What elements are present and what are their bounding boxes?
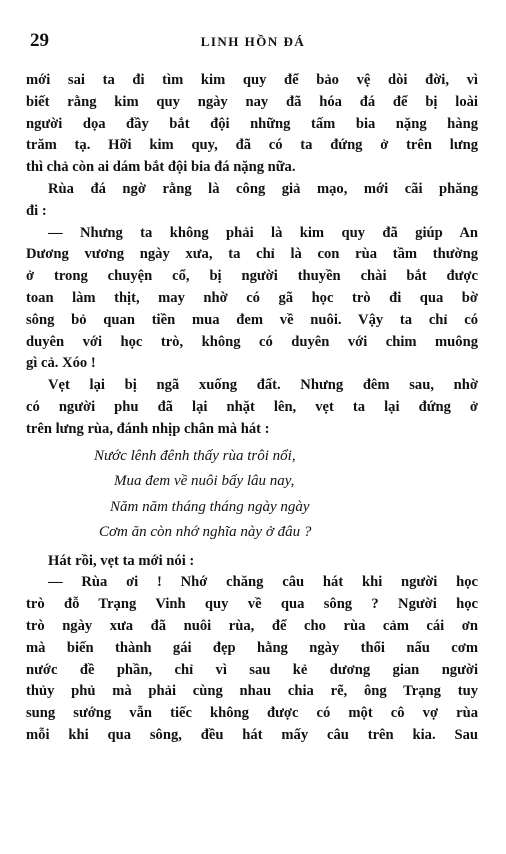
- text-line: gì cả. Xóo !: [26, 355, 96, 372]
- text-line: sông bỏ quan tiền mua đem về nuôi. Vậy ta chỉ có: [26, 311, 478, 328]
- text-line: — Nhưng ta không phải là kim quy đã giúp An: [48, 224, 478, 241]
- text-line: thì chả còn ai dám bắt đội bia đá nặng nữa.: [26, 159, 296, 176]
- running-title: LINH HỒN ĐÁ: [200, 34, 306, 49]
- text-line: trăm tạ. Hỡi kim quy, đã có ta đứng ở trên lưng: [26, 137, 478, 154]
- poem: [94, 444, 478, 546]
- text-line: trò ngày xưa đã nuôi rùa, để cho rùa cảm cái ơn: [26, 617, 478, 634]
- text-line: thủy phủ mà phải cùng nhau chia rẽ, ông Trạng tuy: [26, 683, 478, 700]
- poem-line: Năm năm tháng tháng ngày ngày: [110, 498, 310, 515]
- text-line: Dương vương ngày xưa, ta chỉ là con rùa tầm thường: [26, 246, 478, 263]
- text-line: — Rùa ơi ! Nhớ chăng câu hát khi người học: [48, 574, 478, 591]
- poem-line: Cơm ăn còn nhớ nghĩa này ở đâu ?: [99, 524, 312, 541]
- text-line: đi :: [26, 202, 47, 219]
- text-line: trò đỗ Trạng Vinh quy về qua sông ? Người học: [26, 596, 478, 613]
- text-line: nước đề phần, chỉ vì sau kẻ dương gian người: [26, 661, 478, 678]
- page-body: [26, 70, 478, 747]
- page-number: 29: [30, 30, 49, 51]
- text-line: Hát rồi, vẹt ta mới nói :: [48, 552, 195, 569]
- text-line: người dọa đầy bắt đội những tấm bia nặng hàng: [26, 115, 478, 132]
- text-line: toan làm thịt, may nhờ có gã học trò đi qua bờ: [26, 289, 478, 306]
- text-line: Rùa đá ngờ rằng là công giả mạo, mới cãi phăng: [48, 180, 478, 197]
- text-line: biết rằng kim quy ngày nay đã hóa đá để bị loài: [26, 93, 478, 110]
- page-header: [30, 30, 476, 54]
- poem-line: Mua đem về nuôi bấy lâu nay,: [114, 473, 295, 490]
- poem-line: Nước lênh đênh thấy rùa trôi nổi,: [94, 447, 296, 464]
- text-line: duyên với học trò, không có duyên với chim muông: [26, 333, 478, 350]
- text-line: mỗi khi qua sông, đều hát mấy câu trên kia. Sau: [26, 726, 478, 743]
- text-line: sung sướng vẫn tiếc không được có một cô vợ rùa: [26, 705, 478, 722]
- text-line: có người phu đã lại nhặt lên, vẹt ta lại đứng ở: [26, 398, 478, 415]
- text-line: trên lưng rùa, đánh nhịp chân mà hát :: [26, 420, 270, 437]
- text-line: Vẹt lại bị ngã xuống đất. Nhưng đêm sau, nhờ: [48, 377, 478, 394]
- text-line: ở trong chuyện cổ, bị người thuyền chài bắt được: [26, 268, 478, 285]
- text-line: mà biến thành gái đẹp hằng ngày thổi nấu cơm: [26, 639, 478, 656]
- text-line: mới sai ta đi tìm kim quy để bảo vệ dòi đời, vì: [26, 72, 478, 88]
